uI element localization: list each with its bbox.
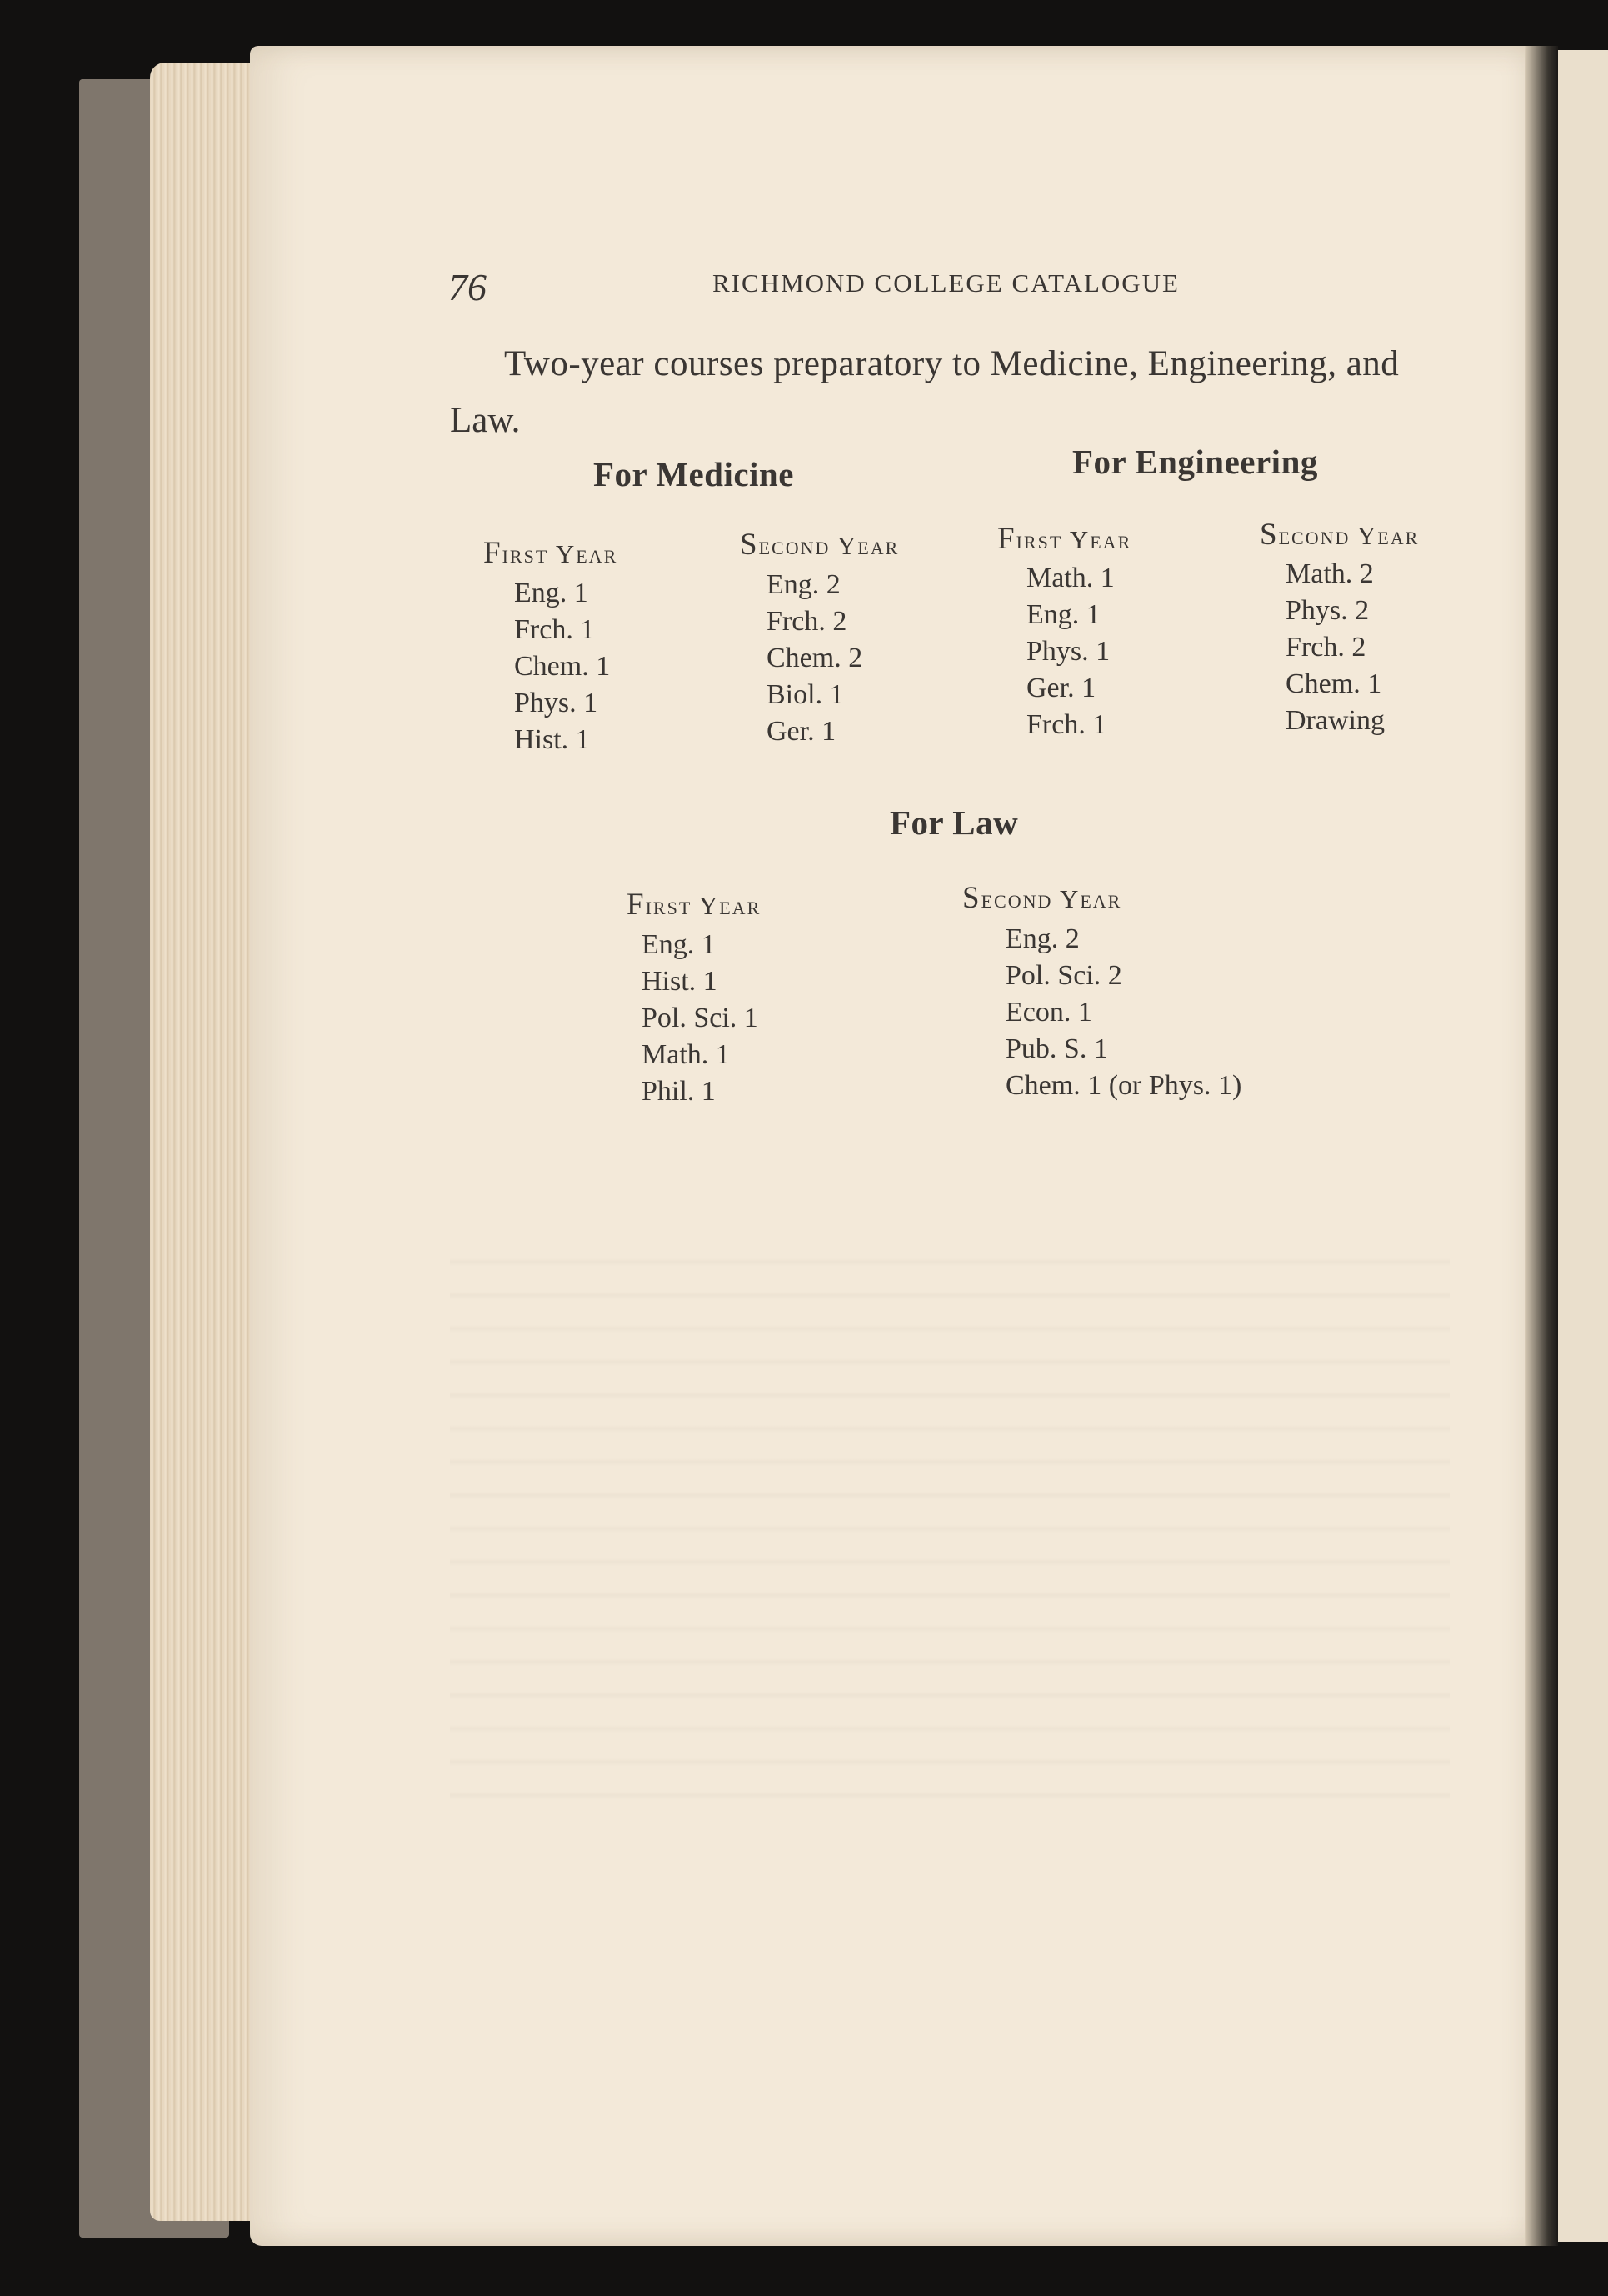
course-item: Math. 1 [642,1039,730,1070]
law-heading: For Law [890,803,1019,842]
medicine-second-year-heading: Second Year [740,528,900,562]
medicine-first-year-list [514,575,610,758]
course-item: Frch. 1 [514,614,595,645]
course-item: Eng. 1 [1026,599,1101,630]
intro-line-2: Law. [450,401,521,440]
law-first-year-list [642,927,758,1110]
show-through-text [450,1233,1450,1817]
course-item: Phys. 2 [1286,595,1370,626]
course-item: Hist. 1 [514,724,590,755]
engineering-first-year-heading: First Year [997,522,1132,556]
engineering-second-year-heading: Second Year [1260,518,1420,552]
course-item: Eng. 2 [767,569,841,600]
engineering-first-year-list [1026,560,1115,743]
book-gutter [1525,46,1558,2246]
page-number: 76 [448,266,487,308]
course-item: Pol. Sci. 1 [642,1003,758,1033]
course-item: Math. 2 [1286,558,1374,589]
course-item: Chem. 2 [767,643,863,673]
course-item: Phys. 1 [514,688,598,718]
medicine-second-year-list [767,567,862,750]
engineering-second-year-list [1286,556,1385,739]
course-item: Hist. 1 [642,966,717,997]
course-item: Ger. 1 [1026,673,1096,703]
intro-line-1: Two-year courses preparatory to Medicine, Engineering, and [504,344,1400,383]
course-item: Frch. 2 [767,606,847,637]
course-item: Chem. 1 (or Phys. 1) [1006,1070,1242,1101]
course-item: Phil. 1 [642,1076,716,1107]
course-item: Drawing [1286,705,1385,736]
course-item: Frch. 1 [1026,709,1107,740]
medicine-heading: For Medicine [593,455,794,493]
course-item: Econ. 1 [1006,997,1092,1028]
course-item: Math. 1 [1026,563,1115,593]
course-item: Chem. 1 [1286,668,1382,699]
course-item: Phys. 1 [1026,636,1111,667]
medicine-first-year-heading: First Year [483,536,618,570]
facing-page-edge [1558,50,1608,2242]
course-item: Eng. 1 [514,578,588,608]
running-head: RICHMOND COLLEGE CATALOGUE [712,268,1180,298]
course-item: Eng. 1 [642,929,716,960]
engineering-heading: For Engineering [1072,443,1318,481]
law-second-year-list [1006,921,1241,1104]
course-item: Pub. S. 1 [1006,1033,1108,1064]
law-first-year-heading: First Year [627,888,762,922]
law-second-year-heading: Second Year [962,881,1122,915]
course-item: Pol. Sci. 2 [1006,960,1122,991]
course-item: Eng. 2 [1006,923,1080,954]
course-item: Frch. 2 [1286,632,1366,663]
course-item: Chem. 1 [514,651,611,682]
course-item: Ger. 1 [767,716,836,747]
course-item: Biol. 1 [767,679,844,710]
